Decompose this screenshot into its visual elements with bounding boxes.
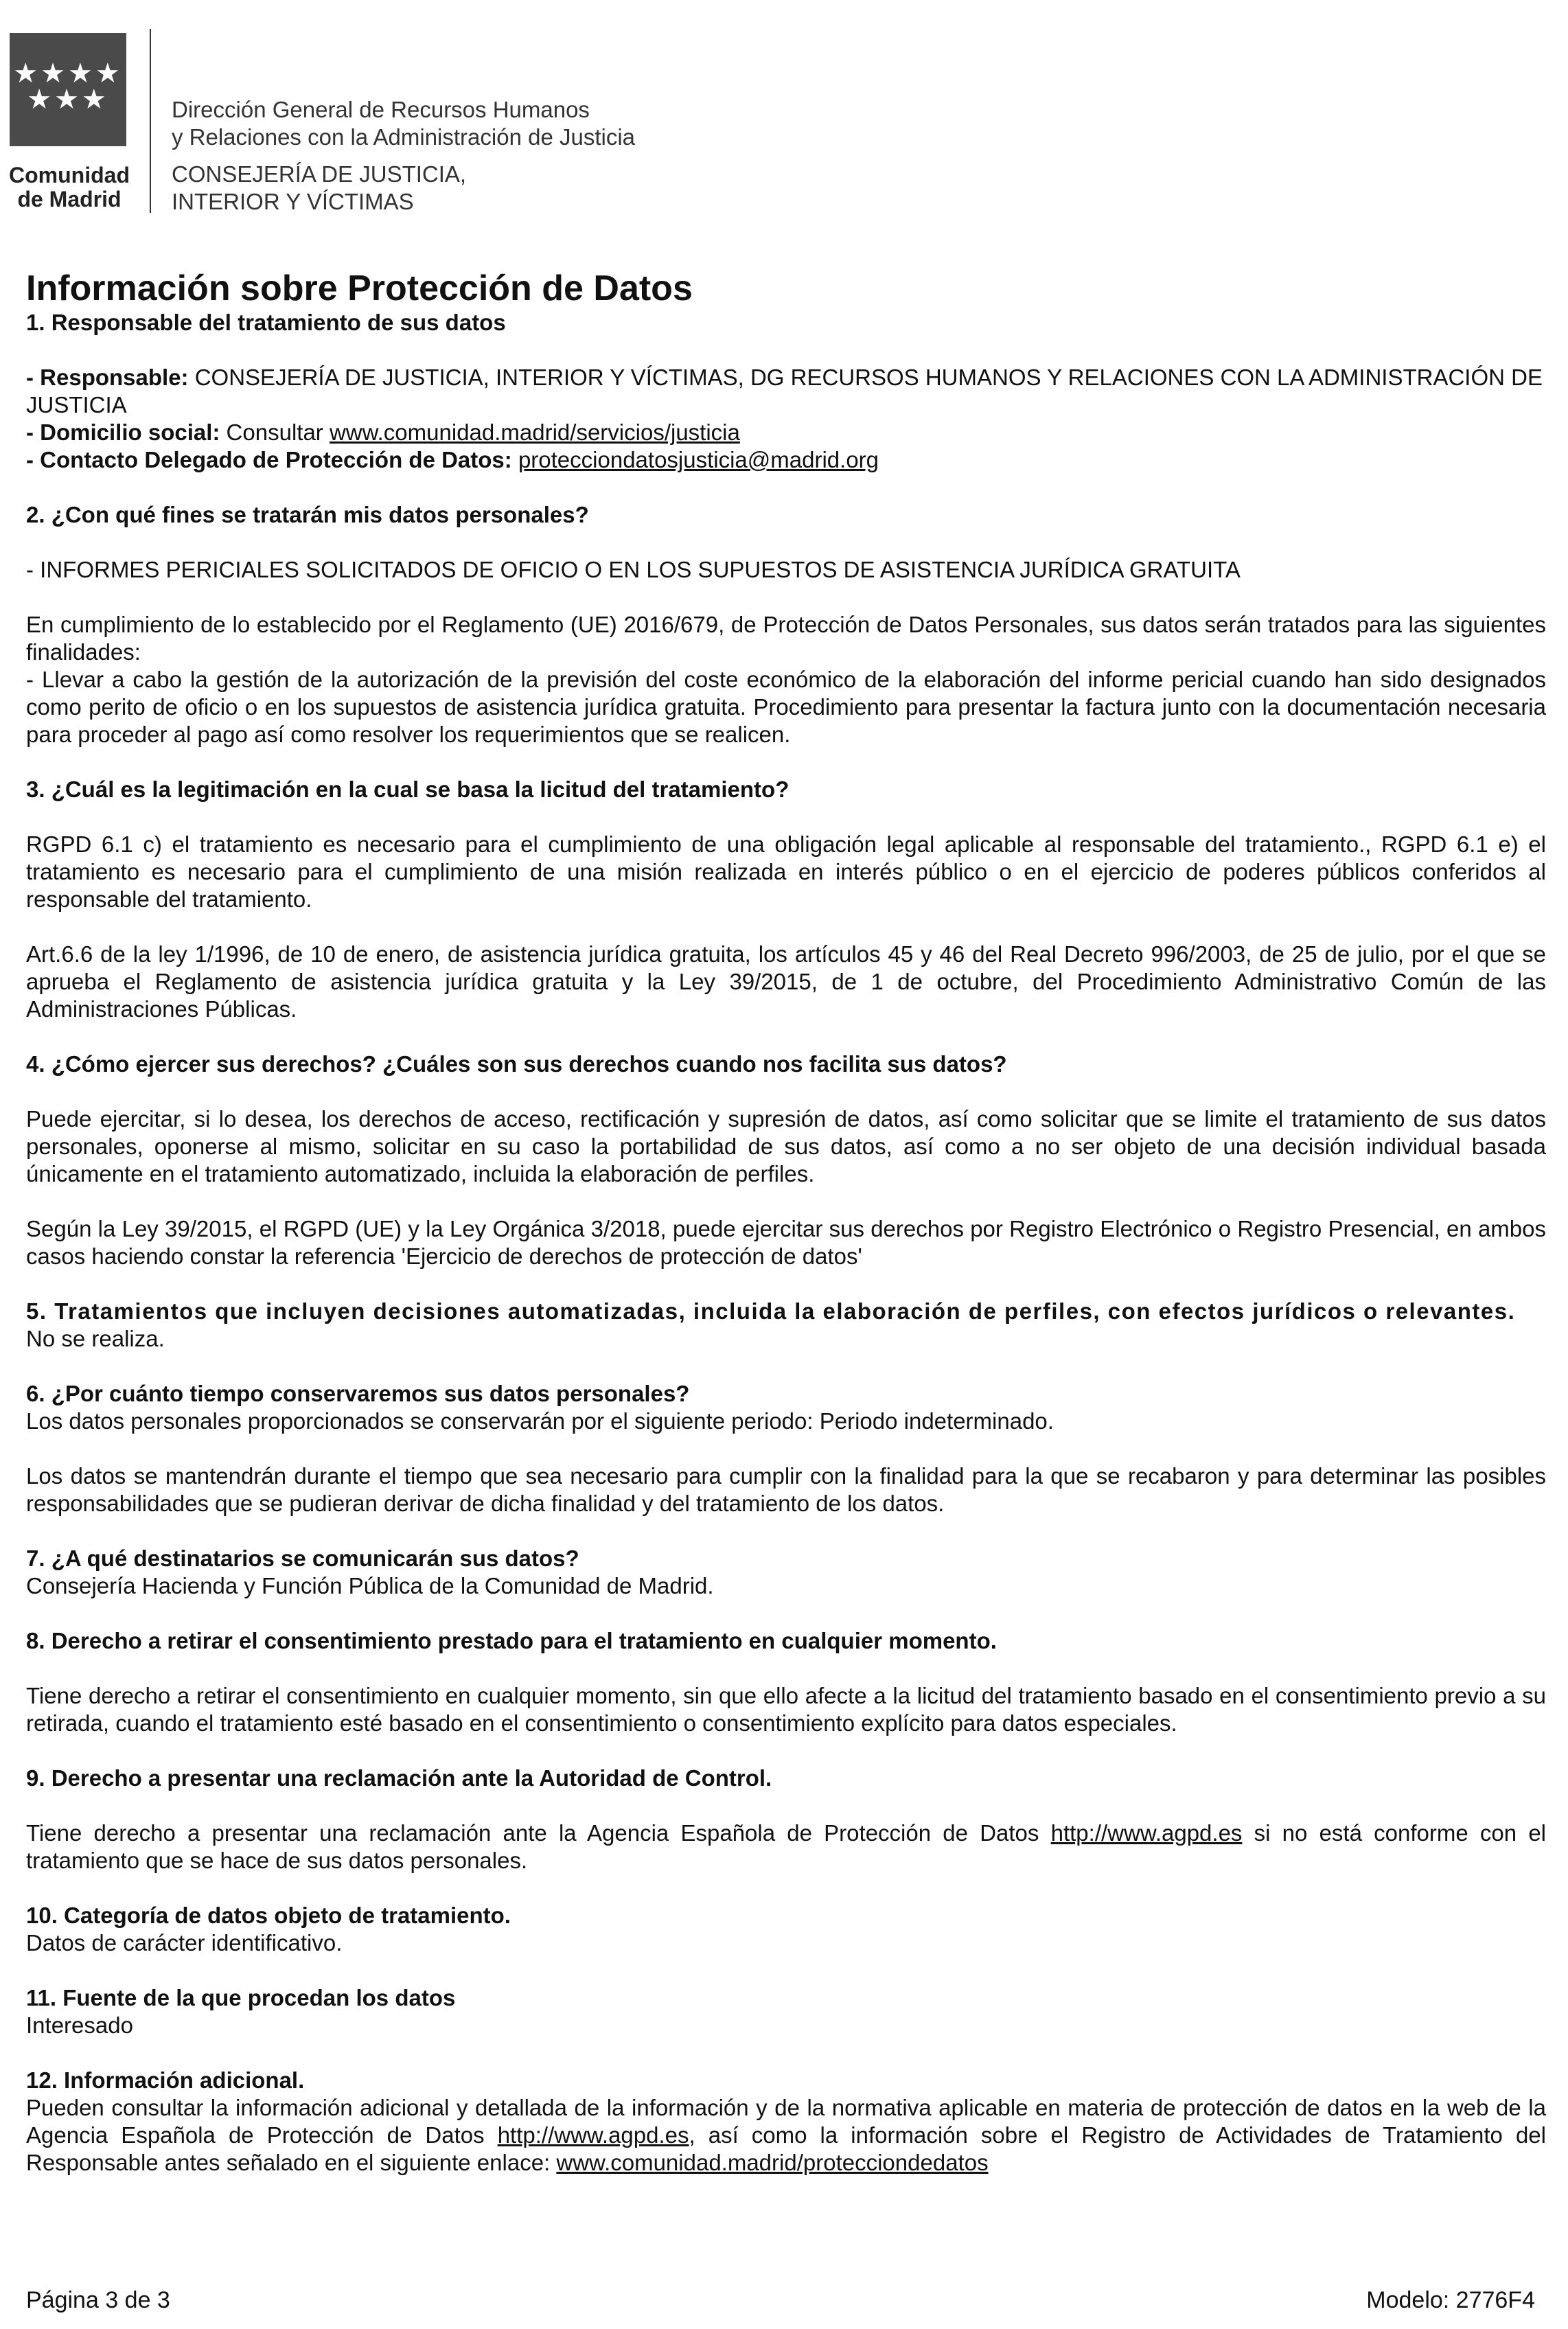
section-9-text-after: si no está conforme con el tratamiento que se hace de sus datos personales. [26,1820,1547,1873]
comunidad-madrid-logo [10,33,126,146]
responsable-label: - Responsable: [26,365,189,390]
section-1-heading: 1. Responsable del tratamiento de sus datos [26,310,506,335]
section-1 [26,309,1546,474]
section-3 [26,776,1546,1023]
section-6-heading: 6. ¿Por cuánto tiempo conservaremos sus datos personales? [26,1381,690,1406]
responsable-value: CONSEJERÍA DE JUSTICIA, INTERIOR Y VÍCTIMAS, DG RECURSOS HUMANOS Y RELACIONES CON LA ADMINISTRACIÓN DE JUSTICIA [26,365,1543,417]
contacto-line [26,446,1546,474]
section-12-text-middle: , así como la información sobre el Registro de Actividades de Tratamiento del Responsable antes señalado en el siguiente enlace: [26,2122,1546,2175]
domicilio-text: Consultar [220,420,330,445]
header-divider [150,29,151,213]
responsable-line [26,364,1546,419]
section-7-heading: 7. ¿A qué destinatarios se comunicarán sus datos? [26,1546,579,1571]
section-9-text [26,1820,1546,1874]
section-4-heading: 4. ¿Cómo ejercer sus derechos? ¿Cuáles son sus derechos cuando nos facilita sus datos? [26,1051,1007,1077]
section-4 [26,1051,1546,1270]
department-line-1: Dirección General de Recursos Humanos [172,97,590,122]
section-6-text-2: Los datos se mantendrán durante el tiempo que sea necesario para cumplir con la finalidad para la que se recabaron y para determinar las posibles responsabilidades que se pudieran derivar de dicha finalidad y del tratamiento de los datos. [26,1463,1546,1516]
section-12 [26,2067,1546,2177]
ministry-line-1: CONSEJERÍA DE JUSTICIA, [172,161,467,187]
domicilio-label: - Domicilio social: [26,420,220,445]
section-3-para-2: Art.6.6 de la ley 1/1996, de 10 de enero, de asistencia jurídica gratuita, los artículos 45 y 46 del Real Decreto 996/2003, de 25 de julio, por el que se aprueba el Reglamento de asistencia jurídica gratuita y la Ley 39/2015, de 1 de octubre, del Procedimiento Administrativo Común de las Administraciones Públicas. [26,941,1546,1022]
page-number: Página 3 de 3 [26,2287,170,2313]
section-5 [26,1298,1546,1353]
brand-name [4,163,135,211]
section-11-heading: 11. Fuente de la que procedan los datos [26,1985,456,2010]
department-line-2: y Relaciones con la Administración de Justicia [172,124,636,150]
section-12-heading: 12. Información adicional. [26,2067,305,2093]
section-5-text: No se realiza. [26,1326,165,1351]
section-8 [26,1627,1546,1737]
section-11 [26,1984,1546,2039]
section-2-para-2: - Llevar a cabo la gestión de la autorización de la previsión del coste económico de la elaboración del informe pericial cuando han sido designados como perito de oficio o en los supuestos de asistencia jurídica gratuita. Procedimiento para presentar la factura junto con la documentación necesaria para proceder al pago así como resolver los requerimientos que se realicen. [26,667,1546,747]
section-10-text: Datos de carácter identificativo. [26,1930,343,1955]
stars-icon: ★★★★ ★★★ [13,58,123,115]
section-3-para-1: RGPD 6.1 c) el tratamiento es necesario para el cumplimiento de una obligación legal aplicable al responsable del tratamiento., RGPD 6.1 e) el tratamiento es necesario para el cumplimiento de una misión realizada en interés público o en el ejercicio de poderes públicos conferidos al responsable del tratamiento. [26,831,1546,912]
ministry-name [172,161,466,216]
section-4-para-1: Puede ejercitar, si lo desea, los derechos de acceso, rectificación y supresión de datos, así como solicitar que se limite el tratamiento de sus datos personales, oponerse al mismo, solicitar en su caso la portabilidad de sus datos, así como a no ser objeto de una decisión individual basada únicamente en el tratamiento automatizado, incluida la elaboración de perfiles. [26,1106,1546,1186]
section-12-text [26,2094,1546,2177]
contacto-email-link[interactable]: protecciondatosjusticia@madrid.org [518,447,879,472]
section-10 [26,1902,1546,1957]
ministry-line-2: INTERIOR Y VÍCTIMAS [172,189,414,214]
agpd-link[interactable]: http://www.agpd.es [1050,1820,1243,1846]
section-10-heading: 10. Categoría de datos objeto de tratamiento. [26,1903,511,1928]
section-9-text-before: Tiene derecho a presentar una reclamación ante la Agencia Española de Protección de Datos [26,1820,1051,1846]
section-8-text: Tiene derecho a retirar el consentimiento en cualquier momento, sin que ello afecte a la licitud del tratamiento basado en el consentimiento previo a su retirada, cuando el tratamiento esté basado en el consentimiento o consentimiento explícito para datos especiales. [26,1683,1546,1736]
page-header [0,0,1568,227]
section-2-heading: 2. ¿Con qué fines se tratarán mis datos personales? [26,502,589,527]
document-body [26,268,1546,2177]
section-9-heading: 9. Derecho a presentar una reclamación ante la Autoridad de Control. [26,1765,772,1791]
section-2 [26,501,1546,748]
brand-line-1: Comunidad [9,163,130,187]
department-name [172,96,635,151]
section-11-text: Interesado [26,2012,133,2038]
domicilio-line [26,419,1546,446]
section-7 [26,1545,1546,1600]
section-8-heading: 8. Derecho a retirar el consentimiento prestado para el tratamiento en cualquier momento. [26,1628,997,1653]
contacto-label: - Contacto Delegado de Protección de Datos: [26,447,512,472]
section-7-text: Consejería Hacienda y Función Pública de la Comunidad de Madrid. [26,1573,714,1598]
section-2-purpose: - INFORMES PERICIALES SOLICITADOS DE OFICIO O EN LOS SUPUESTOS DE ASISTENCIA JURÍDICA GRATUITA [26,557,1241,582]
domicilio-link[interactable]: www.comunidad.madrid/servicios/justicia [329,420,740,445]
brand-line-2: de Madrid [17,187,122,211]
agpd-link-2[interactable]: http://www.agpd.es [497,2122,689,2148]
proteccion-datos-link[interactable]: www.comunidad.madrid/protecciondedatos [556,2150,989,2175]
section-2-para-1: En cumplimiento de lo establecido por el Reglamento (UE) 2016/679, de Protección de Datos Personales, sus datos serán tratados para las siguientes finalidades: [26,612,1546,665]
section-4-para-2: Según la Ley 39/2015, el RGPD (UE) y la Ley Orgánica 3/2018, puede ejercitar sus derechos por Registro Electrónico o Registro Presencial, en ambos casos haciendo constar la referencia 'Ejercicio de derechos de protección de datos' [26,1216,1546,1269]
model-number: Modelo: 2776F4 [1366,2287,1535,2313]
section-6-text-1: Los datos personales proporcionados se conservarán por el siguiente periodo: Periodo indeterminado. [26,1408,1054,1434]
section-12-text-before: Pueden consultar la información adicional y detallada de la información y de la normativa aplicable en materia de protección de datos en la web de la Agencia Española de Protección de Datos [26,2095,1546,2148]
section-3-heading: 3. ¿Cuál es la legitimación en la cual se basa la licitud del tratamiento? [26,777,789,802]
section-6 [26,1380,1546,1517]
section-5-heading: 5. Tratamientos que incluyen decisiones automatizadas, incluida la elaboración de perfiles, con efectos jurídicos o relevantes. [26,1298,1516,1324]
page-title: Información sobre Protección de Datos [26,268,693,308]
section-9 [26,1765,1546,1874]
